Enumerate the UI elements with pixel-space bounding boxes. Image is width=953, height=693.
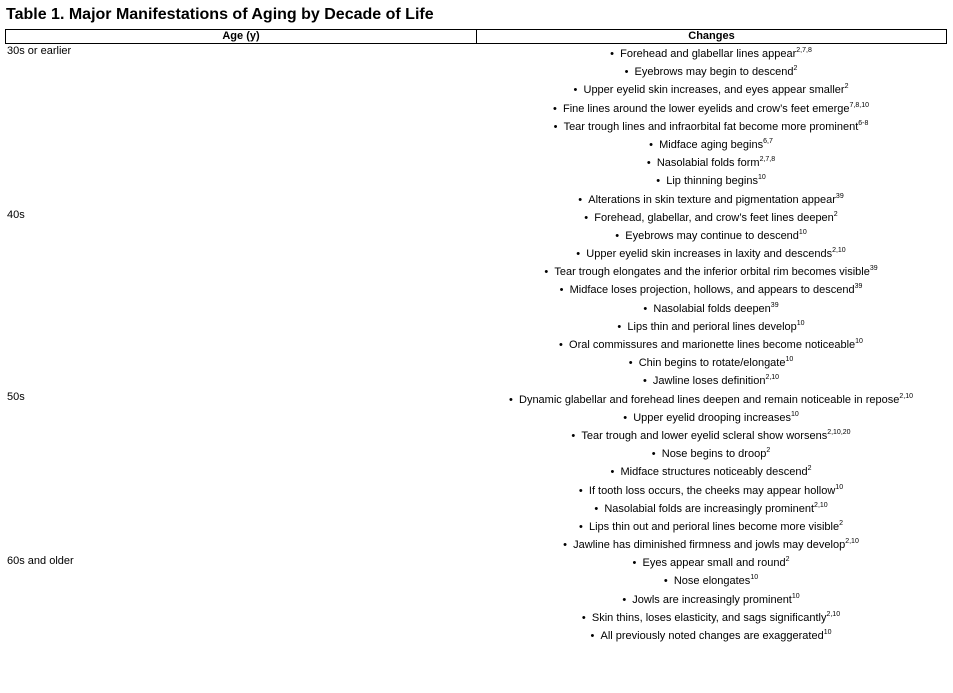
reference-superscript: 2,10 <box>826 610 841 618</box>
change-item <box>476 227 946 245</box>
bullet: • <box>584 211 589 224</box>
change-item <box>476 263 946 281</box>
bullet: • <box>615 229 620 242</box>
change-text: Midface aging begins <box>659 138 764 151</box>
bullet: • <box>642 375 647 388</box>
bullet: • <box>622 593 627 606</box>
bullet: • <box>663 575 668 588</box>
age-group-label: 30s or earlier <box>7 45 72 57</box>
change-text: Fine lines around the lower eyelids and crow’s feet emerge <box>562 102 850 115</box>
change-text: Jawline has diminished firmness and jowls may develop <box>573 539 846 552</box>
age-group-label: 60s and older <box>7 554 74 567</box>
change-item <box>476 572 946 590</box>
change-item <box>476 536 946 554</box>
reference-superscript: 2 <box>839 519 843 527</box>
change-item <box>476 100 946 118</box>
change-item <box>476 209 946 227</box>
bullet: • <box>579 520 583 533</box>
bullet: • <box>563 539 568 552</box>
changes-column <box>476 45 946 645</box>
reference-superscript: 2 <box>807 465 812 473</box>
change-text: Tear trough elongates and the inferior orbital rim becomes visible <box>554 266 870 279</box>
bullet: • <box>646 157 651 170</box>
change-item <box>476 463 946 481</box>
reference-superscript: 6,7 <box>763 137 773 145</box>
change-item <box>476 482 946 500</box>
column-header-age: Age (y) <box>6 30 477 43</box>
bullet: • <box>544 266 549 279</box>
bullet: • <box>594 502 599 515</box>
change-text: Jowls are increasingly prominent <box>632 593 792 606</box>
reference-superscript: 10 <box>855 338 863 345</box>
reference-superscript: 2 <box>766 447 771 455</box>
change-text: Upper eyelid drooping increases <box>633 411 791 424</box>
change-text: Eyebrows may continue to descend <box>625 229 799 242</box>
change-text: Dynamic glabellar and forehead lines deepen and remain noticeable in repose <box>519 393 900 406</box>
change-text: Forehead and glabellar lines appear <box>620 48 797 60</box>
change-item <box>476 427 946 445</box>
reference-superscript: 10 <box>790 410 799 418</box>
change-item <box>476 500 946 518</box>
bullet: • <box>624 66 629 79</box>
change-item <box>476 154 946 172</box>
column-header-changes: Changes <box>688 30 735 42</box>
reference-superscript: 2,10 <box>845 538 859 546</box>
bullet: • <box>578 484 583 497</box>
change-text: Lips thin out and perioral lines become more visible <box>589 520 840 533</box>
change-text: Oral commissures and marionette lines become noticeable <box>569 339 856 351</box>
table-header-row <box>5 29 947 44</box>
bullet: • <box>610 466 615 479</box>
change-item <box>476 245 946 263</box>
bullet: • <box>656 175 661 188</box>
change-text: Lip thinning begins <box>666 175 758 188</box>
change-text: If tooth loss occurs, the cheeks may appear hollow <box>588 484 836 497</box>
bullet: • <box>632 557 637 570</box>
change-text: Eyes appear small and round <box>642 557 786 570</box>
reference-superscript: 2,10 <box>899 392 913 400</box>
reference-superscript: 39 <box>869 265 878 273</box>
bullet: • <box>581 611 586 624</box>
reference-superscript: 2,7,8 <box>796 47 812 54</box>
bullet: • <box>623 411 628 424</box>
bullet: • <box>578 193 583 206</box>
change-item <box>476 118 946 136</box>
reference-superscript: 2,10,20 <box>827 428 851 436</box>
bullet: • <box>573 84 578 97</box>
reference-superscript: 39 <box>835 192 844 200</box>
change-item <box>476 391 946 409</box>
reference-superscript: 10 <box>823 629 832 636</box>
change-text: Upper eyelid skin increases, and eyes appear smaller <box>583 84 845 97</box>
bullet: • <box>552 102 557 115</box>
bullet: • <box>553 120 558 133</box>
reference-superscript: 10 <box>785 356 794 364</box>
reference-superscript: 10 <box>835 483 844 491</box>
change-text: Nasolabial folds are increasingly prominent <box>604 502 815 515</box>
table-title: Table 1. Major Manifestations of Aging by Decade of Life <box>6 6 434 23</box>
reference-superscript: 7,8,10 <box>849 101 870 109</box>
change-item <box>476 318 946 336</box>
change-text: Alterations in skin texture and pigmentation appear <box>588 193 836 206</box>
change-text: Chin begins to rotate/elongate <box>638 357 786 370</box>
bullet: • <box>610 48 615 60</box>
bullet: • <box>651 448 656 461</box>
bullet: • <box>649 138 654 151</box>
change-item <box>476 354 946 372</box>
reference-superscript: 2,10 <box>832 247 846 255</box>
change-text: Tear trough lines and infraorbital fat become more prominent <box>563 120 859 133</box>
change-item <box>476 445 946 463</box>
change-item <box>476 63 946 81</box>
reference-superscript: 2,10 <box>765 374 780 382</box>
change-item <box>476 45 946 63</box>
reference-superscript: 2,7,8 <box>759 156 776 164</box>
change-item <box>476 172 946 190</box>
change-item <box>476 609 946 627</box>
reference-superscript: 6-8 <box>858 119 869 127</box>
reference-superscript: 10 <box>750 574 759 582</box>
bullet: • <box>576 248 581 261</box>
change-text: Upper eyelid skin increases in laxity and descends <box>586 248 833 261</box>
bullet: • <box>559 284 564 297</box>
bullet: • <box>643 302 648 315</box>
change-item <box>476 518 946 536</box>
change-text: Nose elongates <box>673 575 751 588</box>
reference-superscript: 39 <box>770 301 779 309</box>
age-group-label: 50s <box>7 390 25 403</box>
reference-superscript: 2 <box>785 556 790 564</box>
bullet: • <box>559 339 563 351</box>
reference-superscript: 2 <box>833 210 838 218</box>
change-text: Forehead, glabellar, and crow’s feet lines deepen <box>594 211 834 224</box>
reference-superscript: 2,10 <box>814 501 828 509</box>
change-item <box>476 591 946 609</box>
change-text: Tear trough and lower eyelid scleral show worsens <box>581 429 828 442</box>
change-item <box>476 409 946 427</box>
reference-superscript: 2 <box>844 83 849 91</box>
change-text: Nose begins to droop <box>661 448 767 461</box>
change-text: Eyebrows may begin to descend <box>634 66 794 79</box>
bullet: • <box>628 357 633 370</box>
reference-superscript: 10 <box>796 319 805 327</box>
change-text: Jawline loses definition <box>652 375 766 388</box>
change-text: Nasolabial folds deepen <box>653 302 771 315</box>
reference-superscript: 10 <box>791 592 800 600</box>
age-group-label: 40s <box>7 208 25 221</box>
change-text: Midface loses projection, hollows, and appears to descend <box>569 284 855 297</box>
bullet: • <box>590 630 595 642</box>
bullet: • <box>617 320 622 333</box>
change-item <box>476 81 946 99</box>
change-text: Skin thins, loses elasticity, and sags significantly <box>591 611 827 624</box>
reference-superscript: 39 <box>854 283 863 291</box>
reference-superscript: 10 <box>798 228 807 236</box>
change-text: Nasolabial folds form <box>656 157 760 170</box>
change-item <box>476 300 946 318</box>
change-item <box>476 372 946 390</box>
change-item <box>476 336 946 354</box>
change-text: Midface structures noticeably descend <box>620 466 808 479</box>
change-item <box>476 191 946 209</box>
change-item <box>476 281 946 299</box>
reference-superscript: 10 <box>757 174 766 182</box>
change-text: Lips thin and perioral lines develop <box>627 320 797 333</box>
reference-superscript: 2 <box>793 65 798 73</box>
bullet: • <box>509 393 513 406</box>
change-item <box>476 554 946 572</box>
bullet: • <box>571 429 576 442</box>
change-item <box>476 136 946 154</box>
change-text: All previously noted changes are exaggerated <box>600 630 824 642</box>
change-item <box>476 627 946 645</box>
